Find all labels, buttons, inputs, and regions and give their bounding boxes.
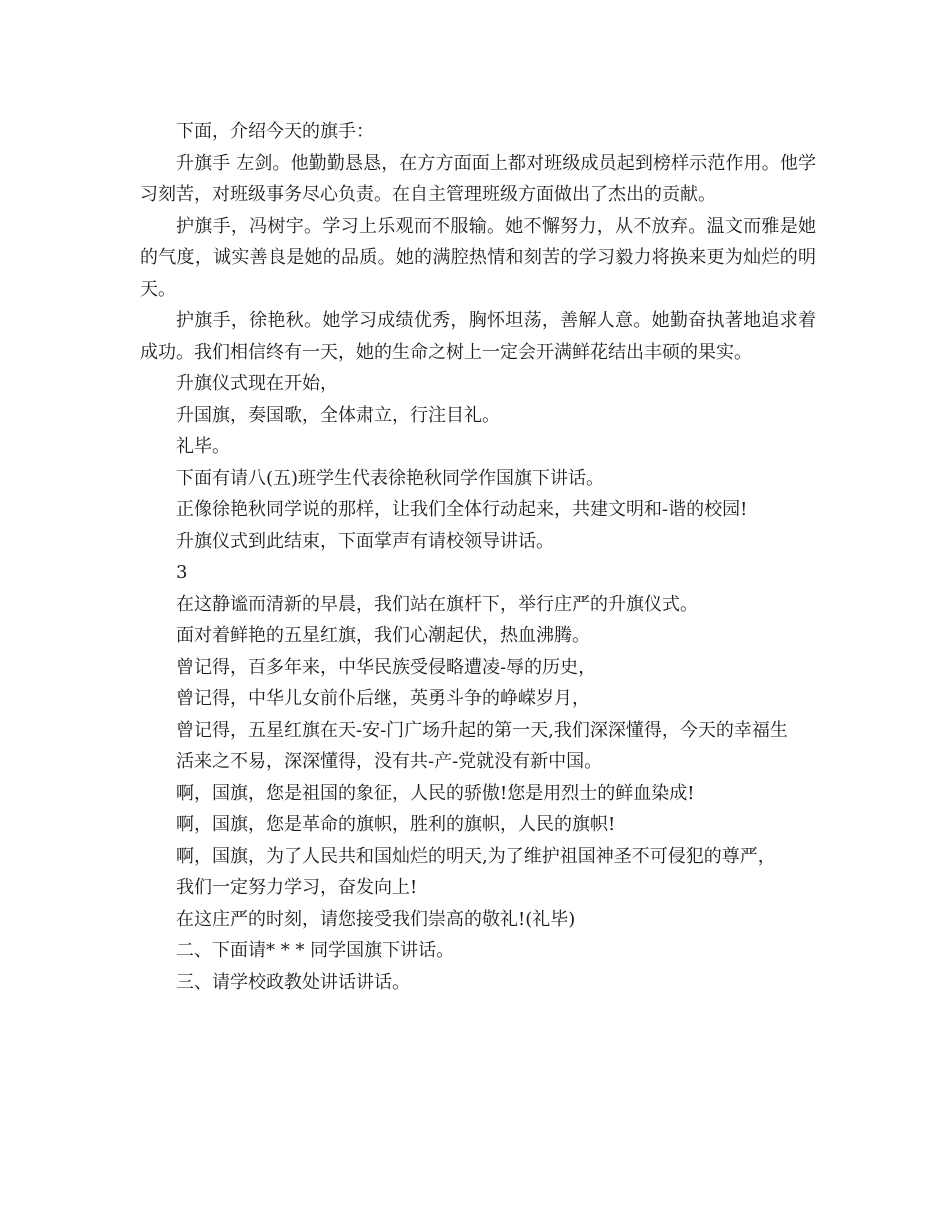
paragraph: 正像徐艳秋同学说的那样，让我们全体行动起来，共建文明和-谐的校园!	[176, 499, 748, 520]
paragraph: 升旗仪式现在开始，	[176, 373, 338, 394]
paragraph: 下面，介绍今天的旗手：	[176, 121, 374, 142]
paragraph: 啊，国旗，您是革命的旗帜，胜利的旗帜，人民的旗帜!	[176, 814, 616, 835]
paragraph: 我们一定努力学习，奋发向上!	[176, 877, 418, 898]
paragraph: 啊，国旗，您是祖国的象征，人民的骄傲!您是用烈士的鲜血染成!	[176, 782, 695, 804]
paragraph: 升旗仪式到此结束，下面掌声有请校领导讲话。	[176, 530, 554, 552]
paragraph: 礼毕。	[176, 436, 230, 457]
paragraph: 曾记得，五星红旗在天-安-门广场升起的第一天,我们深深懂得，今天的幸福生	[176, 719, 788, 741]
paragraph: 在这静谧而清新的早晨，我们站在旗杆下，举行庄严的升旗仪式。	[176, 593, 698, 615]
paragraph: 护旗手，徐艳秋。她学习成绩优秀，胸怀坦荡，善解人意。她勤奋执著地追求着成功。我们相信终有一天，她的生命之树上一定会开满鲜花结出丰硕的果实。	[140, 310, 816, 363]
paragraph: 曾记得，百多年来，中华民族受侵略遭凌-辱的历史，	[176, 656, 597, 678]
paragraph: 下面有请八(五)班学生代表徐艳秋同学作国旗下讲话。	[176, 467, 605, 489]
paragraph: 在这庄严的时刻，请您接受我们崇高的敬礼!(礼毕)	[176, 908, 576, 930]
paragraph: 三、请学校政教处讲话讲话。	[176, 971, 410, 993]
paragraph: 面对着鲜艳的五星红旗，我们心潮起伏，热血沸腾。	[176, 625, 590, 646]
paragraph: 二、下面请* * * 同学国旗下讲话。	[176, 940, 455, 961]
document-body	[140, 116, 816, 998]
paragraph: 升旗手 左剑。他勤勤恳恳，在方方面面上都对班级成员起到榜样示范作用。他学习刻苦，对班级事务尽心负责。在自主管理班级方面做出了杰出的贡献。	[140, 152, 816, 205]
paragraph: 升国旗，奏国歌，全体肃立，行注目礼。	[176, 404, 500, 426]
paragraph: 曾记得，中华儿女前仆后继，英勇斗争的峥嵘岁月，	[176, 688, 590, 709]
section-number: 3	[176, 562, 188, 583]
paragraph: 啊，国旗，为了人民共和国灿烂的明天,为了维护祖国神圣不可侵犯的尊严，	[176, 845, 776, 867]
paragraph: 活来之不易，深深懂得，没有共-产-党就没有新中国。	[176, 751, 603, 772]
paragraph: 护旗手，冯树宇。学习上乐观而不服输。她不懈努力，从不放弃。温文而雅是她的气度，诚实善良是她的品质。她的满腔热情和刻苦的学习毅力将换来更为灿烂的明天。	[140, 215, 816, 300]
